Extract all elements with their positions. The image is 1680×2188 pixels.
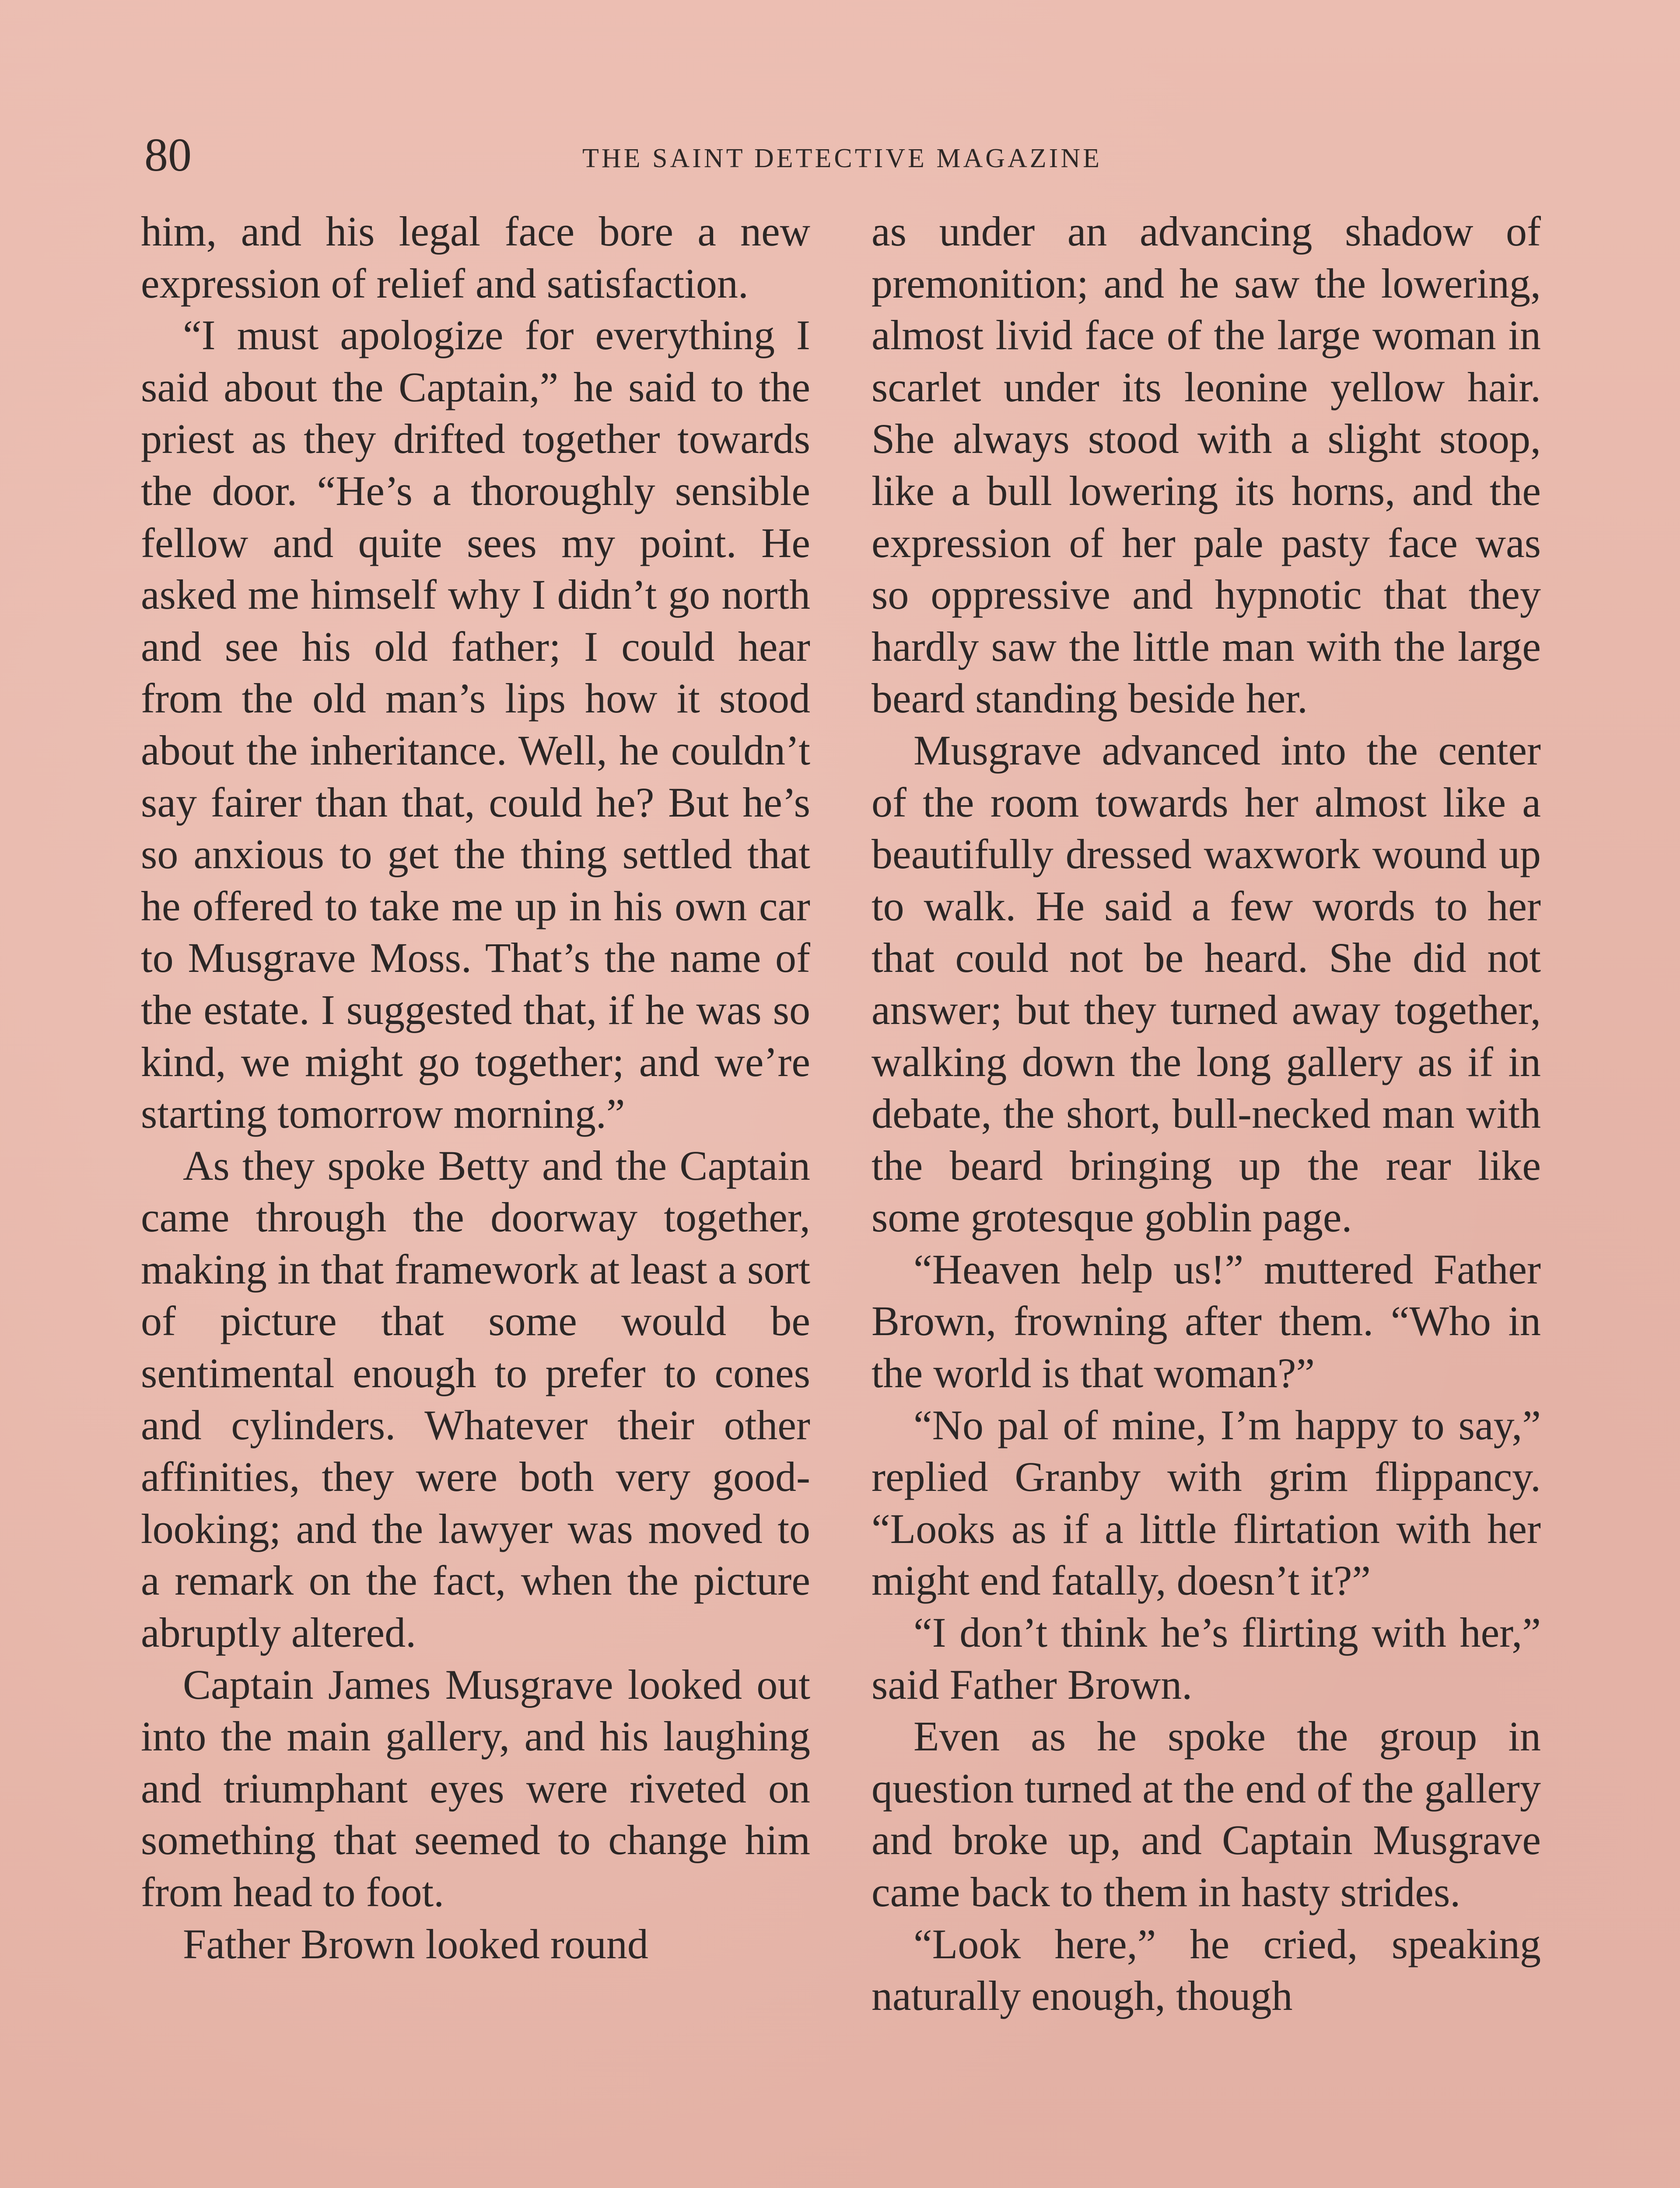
paragraph: “Heaven help us!” muttered Father Brown, frowning after them. “Who in the world is that woman?” (872, 1245, 1541, 1397)
running-title: THE SAINT DETECTIVE MAGAZINE (582, 144, 1102, 173)
paragraph: as under an advancing shadow of premonition; and he saw the lowering, almost livid face of the large woman in scarlet under its leonine yellow hair. She always stood with a slight stoop, like a bull lowering its horns, and the expression of her pale pasty face was so oppressive and hypnotic that they hardly saw the little man with the large beard standing beside her. (872, 208, 1541, 722)
paragraph: “No pal of mine, I’m happy to say,” replied Granby with grim flippancy. “Looks as if a little flirtation with her might end fatally, doesn’t it?” (872, 1401, 1541, 1604)
text-column-left (141, 206, 810, 1970)
paragraph: As they spoke Betty and the Captain came through the doorway together, making in that framework at least a sort of picture that some would be sentimental enough to prefer to cones and cylinders. Whatever their other affinities, they were both very good-looking; and the lawyer was moved to a remark on the fact, when the picture abruptly altered. (141, 1142, 810, 1656)
paragraph: “Look here,” he cried, speaking naturally enough, though (872, 1920, 1541, 2020)
paragraph: Father Brown looked round (183, 1920, 648, 1967)
page-header (144, 127, 1540, 193)
page-number: 80 (144, 129, 192, 181)
paragraph: Musgrave advanced into the center of the room towards her almost like a beautifully dressed waxwork wound up to walk. He said a few words to her that could not be heard. She did not answer; but they turned away together, walking down the long gallery as if in debate, the short, bull-necked man with the beard bringing up the rear like some grotesque goblin page. (872, 726, 1541, 1241)
text-column-right (872, 206, 1541, 2022)
paragraph: Even as he spoke the group in question turned at the end of the gallery and broke up, and Captain Musgrave came back to them in hasty strides. (872, 1713, 1541, 1915)
paragraph: Captain James Musgrave looked out into the main gallery, and his laughing and triumphant eyes were riveted on something that seemed to change him from head to foot. (141, 1661, 810, 1915)
paragraph: “I must apologize for everything I said about the Captain,” he said to the priest as they drifted together towards the door. “He’s a thoroughly sensible fellow and quite sees my point. He asked me himself why I didn’t go north and see his old father; I could hear from the old man’s lips how it stood about the inheritance. Well, he couldn’t say fairer than that, could he? But he’s so anxious to get the thing settled that he offered to take me up in his own car to Musgrave Moss. That’s the name of the estate. I suggested that, if he was so kind, we might go together; and we’re starting tomorrow morning.” (141, 312, 810, 1137)
paragraph: “I don’t think he’s flirting with her,” said Father Brown. (872, 1609, 1541, 1708)
paragraph: him, and his legal face bore a new expression of relief and satisfaction. (141, 208, 810, 307)
